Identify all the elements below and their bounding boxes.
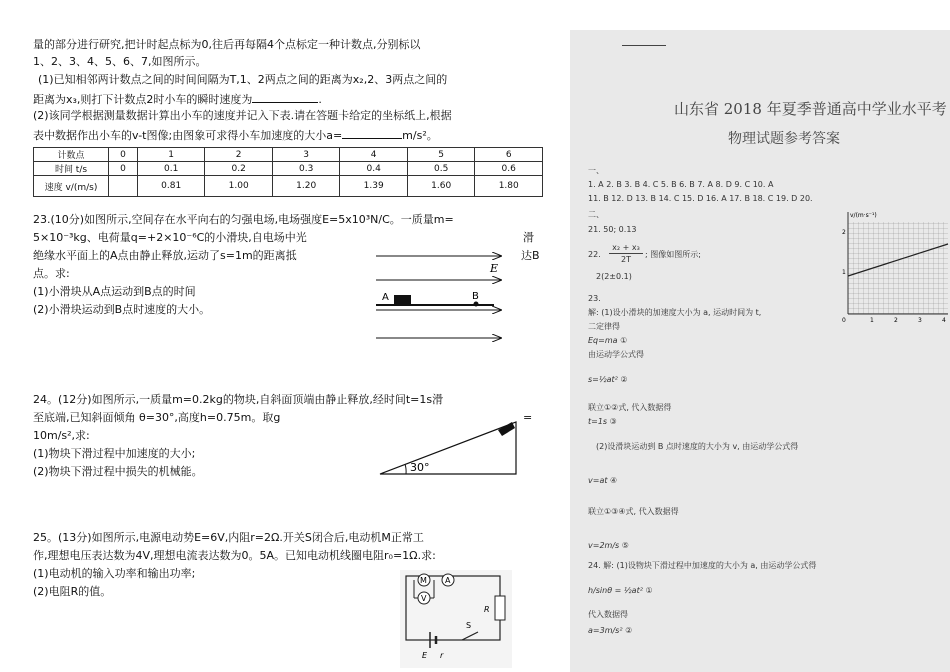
question-23-line: 滑 xyxy=(523,231,534,244)
table-cell: 0.2 xyxy=(205,162,273,176)
answer-line: 联立①③④式, 代入数据得 xyxy=(588,507,679,516)
table-cell: 0.1 xyxy=(137,162,205,176)
text-line: (2)该同学根据测量数据计算出小车的速度并记入下表.请在答题卡给定的坐标纸上,根据 xyxy=(33,109,452,122)
answer-line: s=½at² ② xyxy=(588,375,628,384)
table-row xyxy=(34,176,543,197)
table-cell: 0.81 xyxy=(137,176,205,197)
table-cell: 1.39 xyxy=(340,176,408,197)
section-heading: 二、 xyxy=(588,210,604,219)
text-span: 表中数据作出小车的v-t图像;由图象可求得小车加速度的大小a= xyxy=(33,129,343,142)
question-23-line: (1)小滑块从A点运动到B点的时间 xyxy=(33,285,196,298)
table-cell: 3 xyxy=(272,148,340,162)
table-cell: 0.5 xyxy=(407,162,475,176)
table-cell: 0.6 xyxy=(475,162,543,176)
resistor-label: R xyxy=(484,605,490,614)
graph-tick: 4 xyxy=(942,317,946,324)
resistor-symbol xyxy=(495,596,505,620)
answer-line: 2(2±0.1) xyxy=(596,272,632,281)
switch-label: S xyxy=(466,621,472,630)
text-line xyxy=(33,91,322,107)
question-24-line: 10m/s²,求: xyxy=(33,429,90,442)
graph-tick: 2 xyxy=(894,317,898,324)
answer-blank xyxy=(252,91,318,103)
answer-line: 21. 50; 0.13 xyxy=(588,225,637,234)
answer-line: 代入数据得 xyxy=(588,610,628,619)
answer-line: 23. xyxy=(588,294,601,303)
text-span: . xyxy=(318,93,322,106)
answer-line: (2)设滑块运动到 B 点时速度的大小为 v, 由运动学公式得 xyxy=(596,442,799,451)
emf-label: E xyxy=(422,651,428,660)
question-23-line: 点。求: xyxy=(33,267,70,280)
table-row xyxy=(34,162,543,176)
table-cell: 2 xyxy=(205,148,273,162)
answer-line: 联立①②式, 代入数据得 xyxy=(588,403,672,412)
question-24-line: = xyxy=(523,411,533,424)
question-23-line: 达B xyxy=(521,249,540,262)
fraction-denominator: 2T xyxy=(621,255,631,264)
point-b xyxy=(474,302,479,307)
answer-line: 24. 解: (1)设物块下滑过程中加速度的大小为 a, 由运动学公式得 xyxy=(588,561,817,570)
vt-graph xyxy=(838,208,950,326)
fraction-numerator: x₂ + x₃ xyxy=(609,243,643,254)
table-cell: 0.4 xyxy=(340,162,408,176)
answer-line: 11. B 12. D 13. B 14. C 15. D 16. A 17. B 18. C 19. D 20. xyxy=(588,194,813,203)
slider-block xyxy=(394,295,411,304)
field-label-e: E xyxy=(490,262,499,275)
graph-grid xyxy=(848,222,948,314)
circuit-figure xyxy=(400,570,512,668)
table-cell: 1.20 xyxy=(272,176,340,197)
answer-blank xyxy=(342,127,402,139)
point-b-label: B xyxy=(472,291,479,302)
internal-resistance-label: r xyxy=(440,651,444,660)
graph-tick: 3 xyxy=(918,317,922,324)
table-cell: 4 xyxy=(340,148,408,162)
question-24-line: (1)物块下滑过程中加速度的大小; xyxy=(33,447,196,460)
question-24-line: 24。(12分)如图所示,一质量m=0.2kg的物块,自斜面顶端由静止释放,经时间t=1s滑 xyxy=(33,393,444,406)
answer-line: t=1s ③ xyxy=(588,417,617,426)
text-line: (1)已知相邻两计数点之间的时间间隔为T,1、2两点之间的距离为x₂,2、3两点之间的 xyxy=(38,73,448,86)
text-span: m/s²。 xyxy=(402,129,438,142)
question-24-line: (2)物块下滑过程中损失的机械能。 xyxy=(33,465,203,478)
text-span: 距离为x₃,则打下计数点2时小车的瞬时速度为 xyxy=(33,93,253,106)
text-line xyxy=(33,127,438,143)
question-25-line: (2)电阻R的值。 xyxy=(33,585,112,598)
graph-tick: 1 xyxy=(870,317,874,324)
voltmeter-label: V xyxy=(421,594,427,603)
point-a-label: A xyxy=(382,292,389,303)
answer-line: 解: (1)设小滑块的加速度大小为 a, 运动时间为 t, xyxy=(588,308,762,317)
table-cell: 5 xyxy=(407,148,475,162)
graph-tick: 0 xyxy=(842,317,846,324)
graph-ylabel: v/(m·s⁻¹) xyxy=(850,212,877,219)
table-cell: 1.80 xyxy=(475,176,543,197)
text-line: 1、2、3、4、5、6、7,如图所示。 xyxy=(33,55,207,68)
answer-line: 由运动学公式得 xyxy=(588,350,644,359)
incline-triangle xyxy=(380,422,516,474)
motor-label: M xyxy=(420,576,427,585)
table-cell: 速度 v/(m/s) xyxy=(34,176,109,197)
ammeter-label: A xyxy=(445,576,451,585)
text-line: 量的部分进行研究,把计时起点标为0,往后再每隔4个点标定一种计数点,分别标以 xyxy=(33,38,421,51)
question-24-line: 至底端,已知斜面倾角 θ=30°,高度h=0.75m。取g xyxy=(33,411,281,424)
section-heading: 一、 xyxy=(588,166,604,175)
answer-line: v=2m/s ⑤ xyxy=(588,541,629,550)
angle-arc xyxy=(405,464,406,474)
header-rule xyxy=(622,45,666,46)
answer-line: Eq=ma ① xyxy=(588,336,628,345)
table-cell: 6 xyxy=(475,148,543,162)
table-cell: 0.3 xyxy=(272,162,340,176)
answer-line: a=3m/s² ② xyxy=(588,626,633,635)
table-cell: 1.00 xyxy=(205,176,273,197)
table-cell: 0 xyxy=(109,162,138,176)
question-23-line: 23.(10分)如图所示,空间存在水平向右的匀强电场,电场强度E=5x10³N/C。一质量m= xyxy=(33,213,454,226)
electric-field-figure xyxy=(372,246,512,346)
table-cell xyxy=(109,176,138,197)
graph-tick: 1 xyxy=(842,269,846,276)
question-25-line: 作,理想电压表达数为4V,理想电流表达数为0。5A。已知电动机线圈电阻r₀=1Ω.求: xyxy=(33,549,436,562)
answer-line: h/sinθ = ½at² ① xyxy=(588,586,653,595)
table-cell: 计数点 xyxy=(34,148,109,162)
answer-line: 22. xyxy=(588,250,601,259)
answer-line: ; 图像如图所示; xyxy=(645,250,701,259)
table-cell: 时间 t/s xyxy=(34,162,109,176)
question-25-line: 25。(13分)如图所示,电源电动势E=6V,内阻r=2Ω.开关S闭合后,电动机M正常工 xyxy=(33,531,424,544)
table-cell: 1 xyxy=(137,148,205,162)
answer-line: v=at ④ xyxy=(588,476,618,485)
answer-line: 二定律得 xyxy=(588,322,620,331)
table-cell: 1.60 xyxy=(407,176,475,197)
incline-figure xyxy=(376,418,526,478)
table-row xyxy=(34,148,543,162)
question-25-line: (1)电动机的输入功率和输出功率; xyxy=(33,567,196,580)
graph-tick: 2 xyxy=(842,229,846,236)
answer-key-photo xyxy=(570,30,950,672)
angle-label: 30° xyxy=(410,461,430,474)
question-23-line: (2)小滑块运动到B点时速度的大小。 xyxy=(33,303,211,316)
question-23-line: 绝缘水平面上的A点由静止释放,运动了s=1m的距离抵 xyxy=(33,249,297,262)
answer-subtitle: 物理试题参考答案 xyxy=(728,131,840,147)
answer-title: 山东省 2018 年夏季普通高中学业水平考 xyxy=(674,100,947,118)
block-on-incline xyxy=(498,422,515,436)
table-cell: 0 xyxy=(109,148,138,162)
question-23-line: 5×10⁻³kg、电荷量q=+2×10⁻⁶C的小滑块,自电场中光 xyxy=(33,231,307,244)
data-table xyxy=(33,147,543,197)
answer-line: 1. A 2. B 3. B 4. C 5. B 6. B 7. A 8. D 9. C 10. A xyxy=(588,180,774,189)
